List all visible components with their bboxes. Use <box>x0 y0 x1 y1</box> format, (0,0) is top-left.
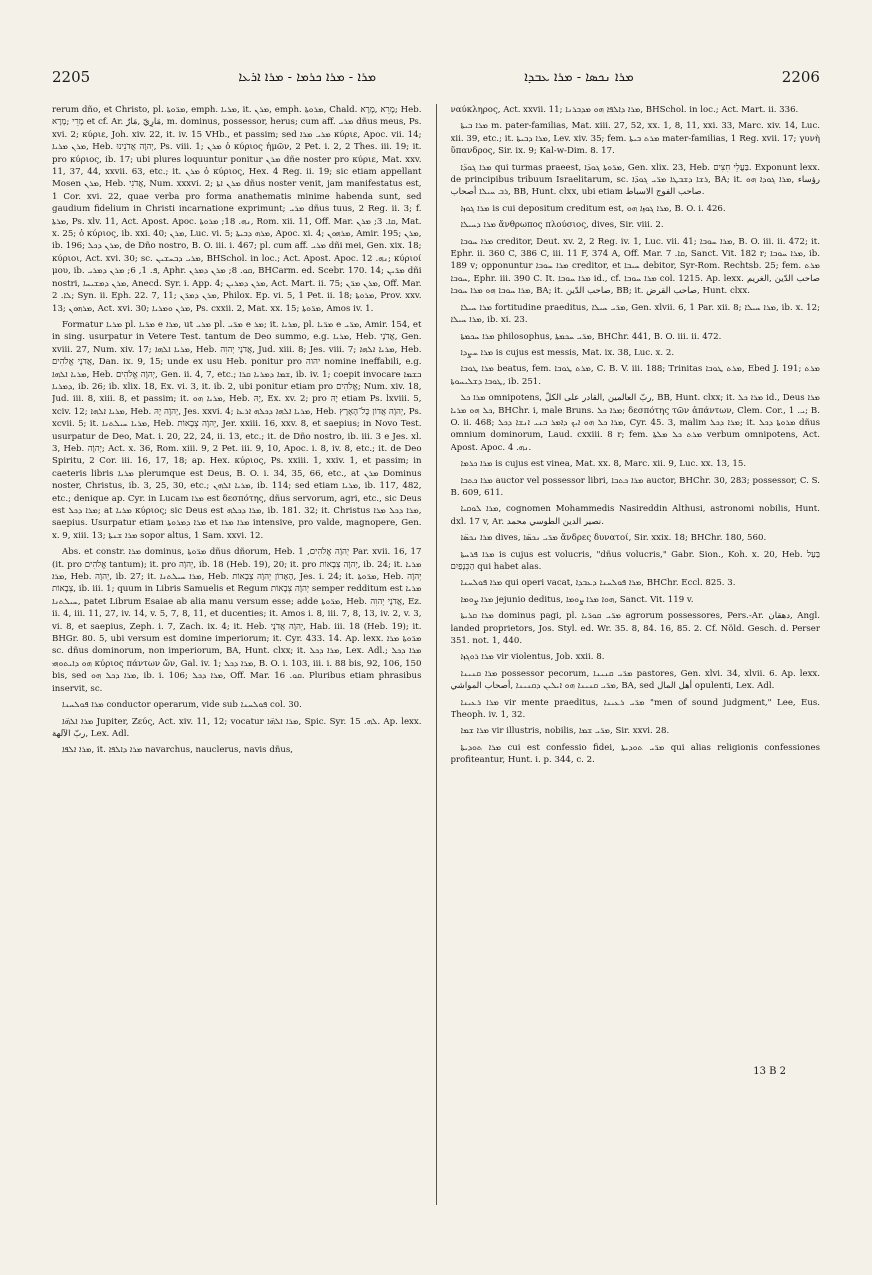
entry-paragraph: ܡܪܐ ܚܘܒܐ creditor, Deut. xv. 2, 2 Reg. iv. 1, Luc. vii. 41; ܡܪܐ ܚܘܒܐ, B. O. iii. ii. 472; it. Ephr. ii. 360 C, 386 C, iii. 11 F, 374 A, Off. Mar. ܩܐ. 7, Sanct. Vit. 182 r; ܡܪܐ ܚܘܒܐ, ib. 189 v; opponuntur ܡܪܐ ܚܘܒܐ creditor, et ܚܝܒܐ debitor, Syr-Rom. Rechtsb. 25; fem. ܡܪܬ ܚܘܒܐ, Ephr. iii. 390 C. It. ܡܪܐ ܚܘܒܐ id., cf. ܡܪܐ ܚܘܒܐ col. 1215. Ap. lexx. صاحب الدّين ,الغريم ܡܪܐ ܚܘܒܐ ܗܘ ܡܪܐ ܚܘܒܐ, BA; it. صاحب الدّين, BB; it. صاحب القرض, Hunt. clxx. <box>450 236 820 297</box>
column-divider <box>436 104 437 1205</box>
entry-paragraph: ܡܪܐ ܦܘܠܚܢܐ qui operi vacat, ܡܪܐ ܦܘܠܚܢܐ ܕܥܒܕܐ, BHChr. Eccl. 825. 3. <box>460 578 736 589</box>
entry-paragraph: ܡܪܐ ܛܘܒܐ beatus, fem. ܡܪܬ ܛܘܒܐ, C. B. V. iii. 188; Trinitas ܡܪܬ ܛܘܒܐ, Ebed J. 191; ܡܪܬ ܛܘܒܐ ܕܫܠܝܚܘܬܐ, ib. 251. <box>450 364 820 387</box>
entry-paragraph: ܡܪܐ ܚܟܡܬܐ philosophus, ܡܪ̈ܝ ܚܟܡܬܐ, BHChr. 441, B. O. iii. ii. 472. <box>460 331 722 342</box>
entry-paragraph: ܡܪܐ ܟܪܡܐ is cujus est vinea, Mat. xx. 8, Marc. xii. 9, Luc. xx. 13, 15. <box>460 459 747 470</box>
right-column <box>451 104 821 1205</box>
entry-paragraph: ܡܪܐ ܫܡܐ vir illustris, nobilis, ܡܪ̈ܝ ܫܡܐ, Sir. xxvi. 28. <box>460 726 670 737</box>
entry-paragraph: ܡܪܐ ܚܨܕܐ is cujus est messis, Mat. ix. 38, Luc. x. 2. <box>460 347 675 358</box>
entry-paragraph: ܡܪܐ ܒܝܬܐ m. pater-familias, Mat. xiii. 27, 52, xx. 1, 8, 11, xxi. 33, Marc. xiv. 14, Luc. xii. 39, etc.; it. ܡܪܐ ܕܒܝܬܐ, Lev. xiv. 35; fem. ܡܪܬ ܒܝܬܐ mater-familias, 1 Reg. xvii. 17; γυνὴ ὕπανδρος, Sir. ix. 9; Kal-w-Dim. 8. 17. <box>450 121 820 157</box>
entry-paragraph: ܡܪܐ ܨܘܡܐ jejunio deditus, ܗܘܐ ܡܪܐ ܨܘܡܐ, Sanct. Vit. 119 v. <box>460 594 694 605</box>
entry-paragraph: ܡܪܐ ܩܪܝܬܐ dominus pagi, pl. ܡܪ̈ܝ ܩܘܪ̈ܝܐ agrorum possessores, Pers.-Ar. دهقان, Angl. landed proprietors, Jos. Styl. ed. Wr. 35. 8, 84. 16, 85. 2. Cf. Nöld. Gesch. d. Perser 351. not. 1, 440. <box>450 611 820 647</box>
entry-paragraph: ܡܪܐ ܬܘܕܝܬܐ cui est confessio fidei, ܡܪ̈ܝ ܬܘܕܝܬܐ qui alias religionis confessiones profiteantur, Hunt. i. p. 344, c. 2. <box>450 742 820 766</box>
signature-mark: 13 B 2 <box>753 1066 786 1077</box>
entry-paragraph: ܡܪܐ ܩܢܝܢܐ possessor pecorum, ܡܪ̈ܝ ܩܢܝܢܐ pastores, Gen. xlvi. 34, xlvii. 6. Ap. lexx. ܡܪ̈ܝ ܩܢܝܢܐ ܗܘ ܐܝܠܝܢ ܕܩܢܝܢܐ ,أصحاب المواشي, BA, sed أهل المال opulenti, Lex. Adl. <box>450 668 820 692</box>
left-running-title: ܡܪܐ - ܡܪܐ ܟܪܡܐ - ܡܪܐ ܐܪܥܐ <box>238 69 377 85</box>
entry-paragraph: ܡܪܐ ܦܪܚܬܐ is cujus est volucris, "dñus volucris," Gabr. Sion., Koh. x. 20, Heb. בַּעַל הַכְּנָפַיִם qui habet alas. <box>450 549 820 572</box>
entry-paragraph: ܡܪܐ ܠܘܩܝܐ, cognomen Mohammedis Nasireddin Althusi, astronomi nobilis, Hunt. dxl. 17 v, Ar. نصير الدين الطوسي محمد. <box>450 504 820 527</box>
entry-paragraph: ܡܪܐ ܓܘܙܐ is cui depositum creditum est, ܡܪܐ ܓܘܙܐ ܗܘ, B. O. i. 426. <box>460 203 726 214</box>
entry-paragraph: ܡܪܐ ܓܘܕ̈ܐ qui turmas praeest, ܡܪ̈ܘܬܐ ܓܘܕ̈ܐ, Gen. xlix. 23, Heb. בַּעֲלֵי חִצִּים. Exponunt lexx. de principibus tribuum Israelitarum, sc. ܪܫܐ ܕܫܒܛܐ ܡܪ̈ܝ ܓܘܕ̈ܐ, BA; it. رؤساء ,ܡܪܐ ܓܘܕܐ ܗܘ ܪܒ ܚܝܠܐ أصحاب, BB, Hunt. clxx, ubi etiam صاحب الفوج الاسباط. <box>450 162 820 198</box>
page-header <box>52 64 820 90</box>
entry-paragraph: ܡܪܐ ܪܘܓܙܐ vir violentus, Job. xxii. 8. <box>460 652 605 663</box>
entry-paragraph: ܡܪܐ ܟܠ omnipotens, ربّ العالمين ,القادر على الكلّ, BB, Hunt. clxx; it. ܡܪܐ ܟܠ id., Deus ܡܪܐ ܟܠ ܗܘ ܡܪܝܐ, BHChr. i, male Bruns. ܡܪܐ ܟܠ; δεσπότης τῶν ἁπάντων, Clem. Cor., ܝ. 1; B. O. ii. 468; ܡܪܐ ܟܠ ܗܘ ܐܝܟ ܕܐܡܪ ܒܢܝ ܐܢܫܐ ܕܟܠ, Cyr. 45. 3, malim ܡܪܐ ܕܟܠ; it. ܡܪܘܬܐ ܕܟܠ dñus omnium dominorum, Laud. cxxiii. 8 r; fem. ܡܪܬ ܟܠ ܡܠܬܐ verbum omnipotens, Act. Apost. Apoc. ܢܗ. 4. <box>450 393 820 453</box>
right-running-title: ܡܪܐ ܢܟܣܐ - ܡܪܐ ܥܒܕܐ <box>524 69 634 85</box>
entry-paragraph: ܡܪܐ ܐܠܗ̈ܐ Jupiter, Ζεύς, Act. xiv. 11, 12; vocatur ܡܪܐ ܐܠܗ̈ܐ, Spic. Syr. ܠܗ. 15. Ap. lexx. ربّ الآلهة, Lex. Adl. <box>52 716 422 739</box>
right-page-number: 2206 <box>781 68 820 86</box>
entry-paragraph: ܡܪܐ ܪܥܝܢܐ vir mente praeditus, ܡܪ̈ܝ ܪܥܝܢܐ "men of sound judgment," Lee, Eus. Theoph. iv. 1, 32. <box>450 697 820 721</box>
entry-paragraph: ܡܪܐ ܕܚܝܠܐ ἄνθρωπος πλούσιος, dives, Sir. viii. 2. <box>460 220 664 231</box>
left-page-number: 2205 <box>52 68 91 86</box>
entry-paragraph: ܡܪܐ ܦܘܠܚܢܐ conductor operarum, vide sub ܦܘܠܚܢܐ col. 30. <box>62 700 302 711</box>
entry-paragraph: ܡܪܐ ܚܝܠܐ fortitudine praeditus, ܡܪ̈ܝ ܚܝܠܐ, Gen. xlvii. 6, 1 Par. xii. 8; ܡܪܐ ܚܝܠܐ, ib. x. 12; ܡܪܐ ܚܝܠܐ, ib. xi. 23. <box>450 302 820 326</box>
entry-paragraph: Abs. et constr. ܡܪܐ dominus, ܡܪ̈ܘܬܐ dñus dñorum, Heb. יְהוָֹה אֱלֹהִים, 1 Par. xvii. 16, 17 (it. pro אֱלֹהִים tantum); it. pro יְהוָֹה, ib. 18 (Heb. 19), 20; it. pro יְהוָֹה צְבָאוֹת, ib. 24; it. ܡܪܝܐ ܡܪܐ, Heb. יְהוָֹה, ib. 27; it. ܡܪܐ ܚܝܠܬܢܐ, Heb. הָאָדוֹן יְהוָֹה צְבָאוֹת, Jes. i. 24; it. ܡܪ̈ܘܬܐ, Heb. יְהוָֹה צְבָאוֹת, ib. iii. 1; quum in Libris Samuelis et Regum יְהוָֹה צְבָאוֹת semper redditum est ܡܪܝܐ ܚܝܠܬܢܐ, patet Librum Esaiae ab alia manu versum esse; adde ܡܪ̈ܘܬܐ, Heb. אֲדֹנָי יְהוִה, Ez. ii. 4, iii. 11, 27, iv. 14, v. 5, 7, 8, 11, et ducenties; it. Amos i. 8, iii. 7, 8, 13, iv. 2, v. 3, vi. 8, et saepius, Zeph. i. 7, Zach. ix. 4; it. Heb. יְהוָֹה אֲדֹנָי, Hab. iii. 18 (Heb. 19); it. BHGr. 80. 5, ubi versum est domine imperiorum; it. Cyr. 433. 14. Ap. lexx. ܡܪ̈ܘܬܐ ܡܪܐ sc. dñus dominorum, non imperiorum, BA, Hunt. clxx; it. ܡܪܐ ܕܟܠ, Lex. Adl.; ܡܪܐ ܕܟܠ ܗܘ ܕܐܝܬܘܗܝ κύριος πάντων ὤν, Gal. iv. 1; ܡܪܐ ܕܟܠ, B. O. i. 103, iii. i. 88 bis, 92, 106, 150 bis, sed ܡܪܐ ܕܟܠ ܗܘ, ib. i. 106; ܡܪܐ ܕܟܠ, Off. Mar. ܩܘ. 16. Pluribus etiam phrasibus inservit, sc. <box>52 547 422 694</box>
entry-paragraph: rerum dño, et Christo, pl. ܡܪ̈ܘܬܐ, emph. ܡܪܝܐ, it. ܡܪܢ, emph. ܡܪܘܬܐ, Chald. מָרֵא ,מָרָא; Heb. מָרֵי ;מָרָא et cf. Ar. مَارِيّ ,مَارٌ, m. dominus, possessor, herus; cum aff. ܡܪܝ dñus meus, Ps. xvi. 2; κύριε, Joh. xiv. 22, it. iv. 15 VHb., et passim; sed ܡܪܝ ܡܪܐ κύριε, Apoc. vii. 14; ܡܪܢ ܡܪܝܐ, Heb. יְהוָֹה אֲדֹנֵינוּ, Ps. viii. 1; ܡܪܢ ὁ κύριος ἡμῶν, 2 Pet. i. 2, 2 Thes. iii. 19; it. pro κύριος, ib. 17; ubi plures loquuntur ponitur ܡܪܢ dñe noster pro κύριε, Mat. xxv. 11, 37, 44, xxvii. 63, etc.; it. ܡܪܢ ὁ κύριος, Hex. 4 Reg. ii. 19; sic etiam appellant Mosen ܡܪܢ, Heb. אֲדֹנִי, Num. xxxvi. 2; ܡܪܢ ܐܬܐ dñus noster venit, jam manifestatus est, 1 Cor. xvi. 22, quae verba pro forma anathematis minime habenda sunt, sed gaudium fidelium in Christi incarnatione exprimunt; ܡܪܝ dñus tuus, 2 Reg. ii. 3; f. ܡܪܬܐ, Ps. xlv. 11, Act. Apost. Apoc. ܢܗ. 18; ܡܪܘܬܐ, Rom. xii. 11, Off. Mar. ܩܐ. 3; ܡܪܢ, Mat. x. 25; ὁ κύριος, ib. xxi. 40; ܡܪܢ, Luc. vi. 5; ܡܪܗ ܕܒܝܬܐ, Apoc. xi. 4; ܡܪܗܘܢ, Amir. 195; ܡܪܢ, ib. 196; ܡܪܢ ܕܟܠ, de Dño nostro, B. O. iii. i. 467; pl. cum aff. ܡܪܝ dñi mei, Gen. xix. 18; κύριοι, Act. xvi. 30; sc. ܡܪܝ ܕܒܚܫܝܢ, BHSchol. in loc.; Act. Apost. Apoc. ܢܗ. 12; κύριοί μου, ib. ܦ. 1, 6; ܡܪܢ ܕܡܪܝ, Aphr. ܩܘ. 8; ܡܪܢ ܕܡܪܢ, BHCarm. ed. Scebr. 170. 14; ܡܪ̈ܝܢ dñi nostri, ܡܪܢ ܕܡܫܝܚܐ, Anecd. Syr. i. App. 4; ܡܪܢ ܕܡܪܝܢ, Act. Mart. ii. 75; ܡܪܢ ܡܪ̈ܢ, Off. Mar. ܠܐ. 2; Syn. ii. Eph. 22. 7, 11; ܡܪܢ ܕܡܪ̈ܢ, Philox. Ep. vi. 5, 1 Pet. ii. 18; ܡܪܘܬܐ, Prov. xxv. 13; ܡܪܗܘܢ, Act. xvi. 30; ܡܪܢ ܘܡܪܝܐ, Ps. cxxii. 2, Mat. xx. 15; ܡܪ̈ܘܬܐ, Amos iv. 1. <box>52 105 422 314</box>
left-column <box>52 104 422 1205</box>
entry-paragraph: ܡܪܐ ܢܟܣ̈ܐ dives, ܡܪ̈ܝ ܢܟܣ̈ܐ ἄνδρες δυνατοί, Sir. xxix. 18; BHChr. 180, 560. <box>460 533 767 544</box>
entry-paragraph: ܡܪܐ ܐܠܦܐ, it. ܡܪܐ ܕܐܠܦܐ navarchus, nauclerus, navis dñus, <box>62 745 294 756</box>
entry-paragraph: Formatur ܡܪܝܐ pl. ܡܪ̈ܝܐ e ܡܪܐ, ut ܡܪܝ pl. ܡܪ̈ܝ e ܡܪ; it. ܡܪܝܐ, pl. ܡܪ̈ܝܐ e ܡܪ̈ܝ, Amir. 154, et in sing. usurpatur in Vetere Test. tantum de Deo summo, e.g. ܡܪܝܐ, Heb. אֲדֹנָי, Gen. xviii. 27, Num. xiv. 17; ܡܪܝܐ ܐܠܗܐ, Heb. אֲדֹנָי יְהוִה, Jud. xiii. 8; Jes. viii. 7; ܡܪܝܐ ܐܠܗܐ, Heb. אֲדֹנָי אֱלֹהִים, Dan. ix. 9, 15; unde ex usu Heb. ponitur pro יהוה nomine ineffabili, e.g. ܡܪܝܐ ܐܠܗܐ, Heb. יְהוָֹה אֱלֹהִים, Gen. ii. 4, 7, etc.; ܫܡܐ ܕܡܪܝܐ ܩܪܐ, ib. iv. 1; coepit invocare ܒܫܡܐ ܕܡܪܝܐ, ib. 26; ib. xlix. 18, Ex. vi. 3, it. ib. 2, ubi ponitur etiam pro אֱלֹהִים; Num. xiv. 18, Jud. iii. 8, xiii. 8, et passim; it. ܡܪܝܐ ܗܘ, Heb. יָהּ, Ex. xv. 2; pro יָהּ etiam Ps. lxviii. 5, xciv. 12; ܡܪܝܐ ܐܠܗܐ, Heb. יְהוָֹה יָהּ, Jes. xxvi. 4; ܡܪܝܐ ܐܠܗܐ ܕܟܠܗ ܐܪܥܐ, Heb. יְהוָֹה אֲדוֹן כָּל־הָאָרֶץ, Ps. xcvii. 5; it. ܡܪܝܐ ܚܝܠܬܢܐ, Heb. יְהוָֹה צְבָאוֹת, Jer. xxiii. 16, xxv. 8, et saepius; in Novo Test. usurpatur de Deo, Mat. i. 20, 22, 24, ii. 13, etc.; it. de Dño nostro, ib. iii. 3 e Jes. xl. 3, Heb. יְהוָֹה; Act. x. 36, Rom. xiii. 9, 2 Pet. iii. 9, 10, Apoc. i. 8, iv. 8, etc.; it. de Deo Spiritu, 2 Cor. iii. 16, 17, 18; ap. Hex. κύριος, Ps. xxiii. 1, xxiv. 1, et passim; in caeteris libris ܡܪܝܐ plerumque est Deus, B. O. i. 34, 35, 66, etc., at ܡܪܢ Dominus noster, Christus, ib. 3, 25, 30, etc.; ܡܪܝܐ ܐܠܗܢ, ib. 114; sed etiam ܡܪܝܐ, ib. 117, 482, etc.; denique ap. Cyr. in Lucam ܡܪܐ est δεσπότης, dñus servorum, agri, etc., sic Deus est ܡܪܐ ܕܟܠ; at ܡܪܝܐ κύριος; sic Deus est ܡܪܐ ܕܟܠܗ, ib. 181. 32; it. Christus ܡܪܐ ܕܟܠ ܡܪܐ, saepius. Usurpatur etiam ܡܪܐ ܕܡܪܘܬܐ et ܡܪܐ ܡܪܐ intensive, pro valde, magnopere, Gen. x. 9, xiii. 13; ܡܪܐ ܫܢܬܐ sopor altus, 1 Sam. xxvi. 12. <box>52 319 422 541</box>
entry-paragraph: ναύκληρος, Act. xxvii. 11; ܡܪܐ ܕܐܠܦܐ ܗܘ ܡܕܒܪܢܐ, BHSchol. in loc.; Act. Mart. ii. 336. <box>450 105 799 115</box>
columns <box>52 104 820 1205</box>
entry-paragraph: ܡܪܐ ܟܬܒܐ auctor vel possessor libri, ܡܪܐ ܟܬܒܐ auctor, BHChr. 30, 283; possessor, C. S. B. 609, 611. <box>450 475 820 498</box>
